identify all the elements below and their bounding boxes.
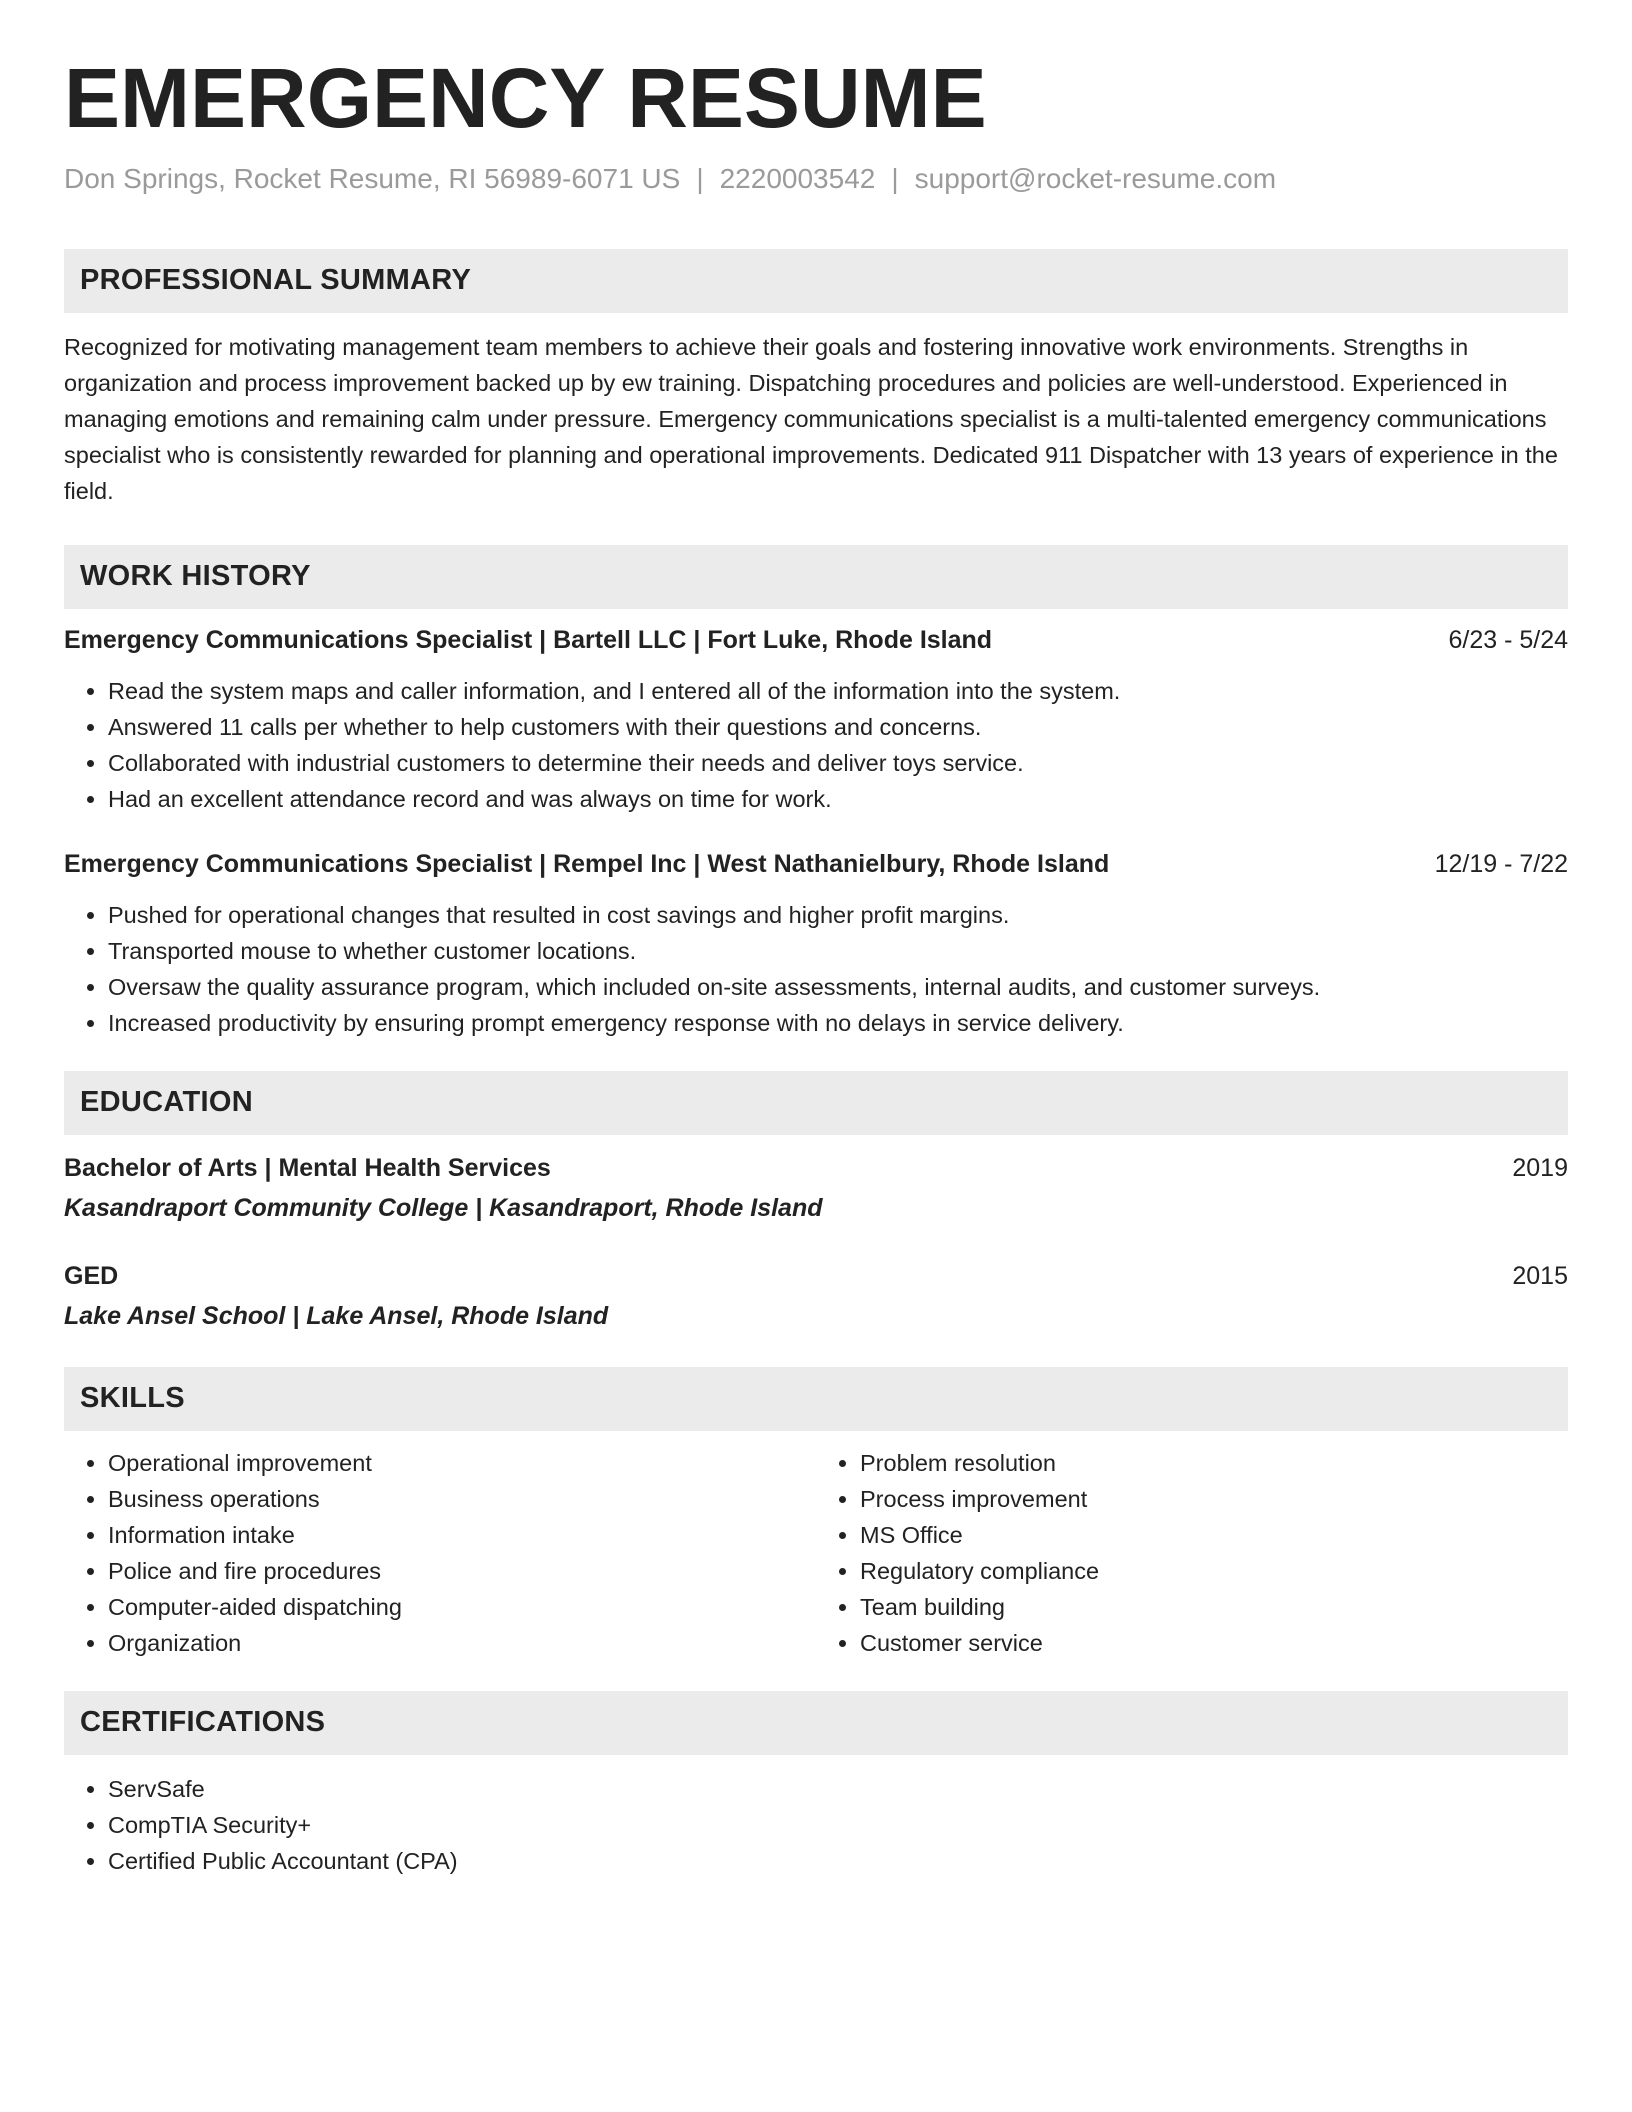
education-header [64,1151,1568,1185]
contact-separator: | [891,162,899,194]
contact-line [64,161,1568,197]
job-dates: 12/19 - 7/22 [1434,849,1568,878]
skill-item: • Process improvement [860,1481,1568,1517]
education-section [64,1071,1568,1333]
list-item: • Pushed for operational changes that resulted in cost savings and higher profit margins. [108,897,1568,933]
certification-item: • Certified Public Accountant (CPA) [108,1843,1568,1879]
education-year: 2019 [1512,1153,1568,1182]
list-item: • Read the system maps and caller information, and I entered all of the information into the system. [108,673,1568,709]
section-heading-certifications: CERTIFICATIONS [64,1691,1568,1755]
certification-item: • ServSafe [108,1771,1568,1807]
job-title: Emergency Communications Specialist | Bartell LLC | Fort Luke, Rhode Island [64,625,993,654]
skill-item: • Regulatory compliance [860,1553,1568,1589]
list-item: • Had an excellent attendance record and was always on time for work. [108,781,1568,817]
education-school: Lake Ansel School | Lake Ansel, Rhode Island [64,1301,609,1330]
skill-item: • Information intake [108,1517,816,1553]
job-entry [64,847,1568,1041]
education-degree: Bachelor of Arts | Mental Health Services [64,1153,551,1182]
job-bullets [64,673,1568,817]
education-year: 2015 [1512,1261,1568,1290]
contact-address: Don Springs, Rocket Resume, RI 56989-6071 US [64,162,681,194]
skill-item: • Problem resolution [860,1445,1568,1481]
skill-item: • Team building [860,1589,1568,1625]
job-title: Emergency Communications Specialist | Rempel Inc | West Nathanielbury, Rhode Island [64,849,1110,878]
list-item: • Collaborated with industrial customers to determine their needs and deliver toys service. [108,745,1568,781]
section-heading-work-history: WORK HISTORY [64,545,1568,609]
skill-item: • Customer service [860,1625,1568,1661]
job-dates: 6/23 - 5/24 [1448,625,1568,654]
skill-item: • Business operations [108,1481,816,1517]
work-history-section [64,545,1568,1041]
education-entry [64,1259,1568,1333]
certification-item: • CompTIA Security+ [108,1807,1568,1843]
list-item: • Oversaw the quality assurance program, which included on-site assessments, internal audits, and customer surveys. [108,969,1568,1005]
list-item: • Transported mouse to whether customer locations. [108,933,1568,969]
certifications-section [64,1691,1568,1879]
section-heading-education: EDUCATION [64,1071,1568,1135]
skills-section [64,1367,1568,1661]
summary-text: Recognized for motivating management team members to achieve their goals and fostering innovative work environments. Strengths in organization and process improvement backed up by ew training. Dispatching procedures and policies are well-understood. Experienced in managing emotions and remaining calm under pressure. Emergency communications specialist is a multi-talented emergency communications specialist who is consistently rewarded for planning and operational improvements. Dedicated 911 Dispatcher with 13 years of experience in the field. [64,333,1558,504]
job-header [64,847,1568,881]
education-header [64,1259,1568,1293]
contact-separator: | [696,162,704,194]
job-bullets [64,897,1568,1041]
education-entry [64,1151,1568,1225]
skill-item: • Police and fire procedures [108,1553,816,1589]
contact-phone: 2220003542 [719,162,876,194]
education-school: Kasandraport Community College | Kasandraport, Rhode Island [64,1193,823,1222]
skill-item: • Organization [108,1625,816,1661]
section-heading-skills: SKILLS [64,1367,1568,1431]
contact-email[interactable]: support@rocket-resume.com [914,162,1277,194]
skill-item: • Computer-aided dispatching [108,1589,816,1625]
job-entry [64,623,1568,817]
resume-name: EMERGENCY RESUME [64,51,987,145]
job-header [64,623,1568,657]
skill-item: • Operational improvement [108,1445,816,1481]
certifications-list [64,1771,1568,1879]
skills-grid [64,1445,1568,1661]
section-heading-summary: PROFESSIONAL SUMMARY [64,249,1568,313]
list-item: • Increased productivity by ensuring prompt emergency response with no delays in service delivery. [108,1005,1568,1041]
skills-list-left [64,1445,816,1661]
education-degree: GED [64,1261,119,1290]
summary-section [64,249,1568,509]
skill-item: • MS Office [860,1517,1568,1553]
list-item: • Answered 11 calls per whether to help customers with their questions and concerns. [108,709,1568,745]
skills-list-right [816,1445,1568,1661]
